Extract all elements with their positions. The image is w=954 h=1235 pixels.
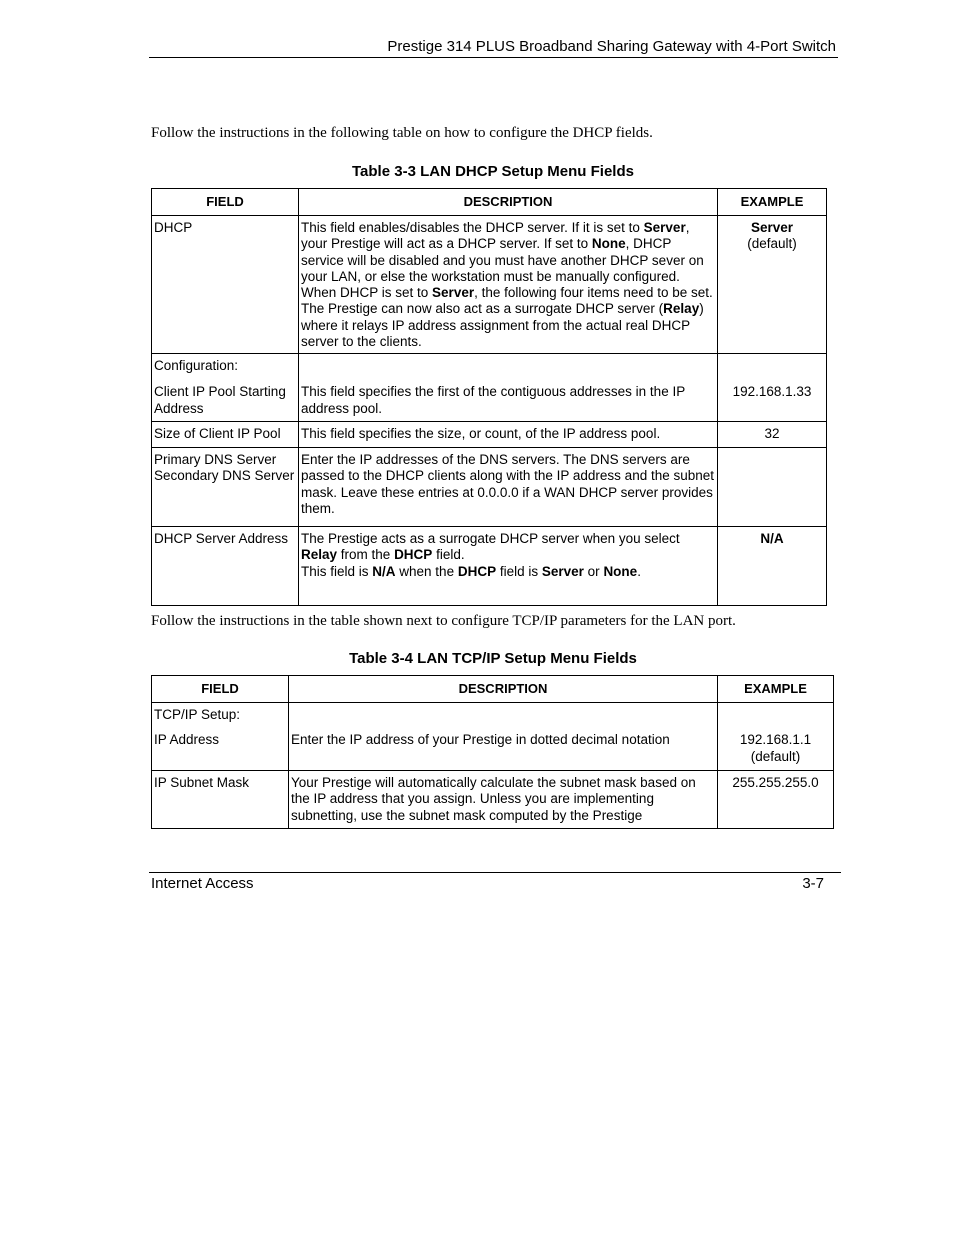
description-cell: This field enables/disables the DHCP server. If it is set to Server, your Prestige will act as a DHCP server. If set to None, DHCP service will be disabled and you must have another DHCP sever on your LAN, or else the workstation must be manually configured. When DHCP is set to Server, the following four items need to be set. The Prestige can now also act as a surrogate DHCP server (Relay) where it relays IP address assignment from the actual real DHCP server to the clients. bbox=[299, 216, 718, 354]
example-value: N/A bbox=[760, 531, 784, 546]
example-cell: 255.255.255.0 bbox=[718, 771, 834, 829]
field-name: Client IP Pool Starting Address bbox=[154, 384, 286, 416]
example-cell bbox=[718, 527, 827, 606]
description-cell: This field specifies the size, or count, of the IP address pool. bbox=[299, 422, 718, 448]
table-row-subnet-mask bbox=[152, 771, 834, 829]
field-name-secondary-dns: Secondary DNS Server bbox=[154, 468, 295, 484]
table-row-client-ip-pool-start bbox=[152, 354, 827, 422]
field-cell bbox=[152, 703, 289, 771]
example-value: 192.168.1.1 bbox=[739, 732, 812, 748]
field-cell: Size of Client IP Pool bbox=[152, 422, 299, 448]
table-row-dhcp-server-address bbox=[152, 527, 827, 606]
example-value: Server bbox=[750, 220, 794, 235]
column-header-example: EXAMPLE bbox=[718, 676, 834, 703]
footer-page-number: 3-7 bbox=[802, 875, 824, 892]
description-cell: Your Prestige will automatically calculate the subnet mask based on the IP address that you assign. Unless you are implementing subnetting, use the subnet mask computed by the Prestige bbox=[289, 771, 718, 829]
field-name: IP Address bbox=[154, 732, 220, 748]
example-cell bbox=[718, 703, 834, 771]
field-cell bbox=[152, 354, 299, 422]
example-cell bbox=[718, 354, 827, 422]
field-cell: DHCP bbox=[152, 216, 299, 354]
field-cell: DHCP Server Address bbox=[152, 527, 299, 606]
table-row-dns-servers bbox=[152, 448, 827, 527]
footer-rule bbox=[149, 872, 841, 873]
dhcp-fields-table bbox=[151, 188, 827, 606]
tcpip-fields-table bbox=[151, 675, 834, 829]
footer-section-title: Internet Access bbox=[151, 875, 254, 892]
table-row-pool-size bbox=[152, 422, 827, 448]
column-header-description: DESCRIPTION bbox=[289, 676, 718, 703]
example-value: 192.168.1.33 bbox=[732, 384, 812, 400]
example-cell bbox=[718, 448, 827, 527]
field-cell: IP Subnet Mask bbox=[152, 771, 289, 829]
example-note: (default) bbox=[750, 748, 801, 764]
intro-paragraph-dhcp: Follow the instructions in the following table on how to configure the DHCP fields. bbox=[151, 125, 653, 141]
example-cell bbox=[718, 216, 827, 354]
field-cell bbox=[152, 448, 299, 527]
example-note: (default) bbox=[747, 236, 797, 252]
field-group-label: TCP/IP Setup: bbox=[154, 707, 241, 722]
table-header-row bbox=[152, 676, 834, 703]
field-name-primary-dns: Primary DNS Server bbox=[154, 452, 277, 467]
table-header-row bbox=[152, 189, 827, 216]
field-group-label: Configuration: bbox=[154, 358, 239, 373]
intro-paragraph-tcpip: Follow the instructions in the table shown next to configure TCP/IP parameters for the LAN port. bbox=[151, 613, 736, 629]
column-header-field: FIELD bbox=[152, 189, 299, 216]
description-cell bbox=[299, 527, 718, 606]
column-header-example: EXAMPLE bbox=[718, 189, 827, 216]
table-row-dhcp bbox=[152, 216, 827, 354]
column-header-description: DESCRIPTION bbox=[299, 189, 718, 216]
table-row-ip-address bbox=[152, 703, 834, 771]
table-caption-dhcp: Table 3-3 LAN DHCP Setup Menu Fields bbox=[352, 163, 634, 180]
description-line: The Prestige acts as a surrogate DHCP server when you select Relay from the DHCP field. bbox=[301, 531, 680, 563]
example-cell: 32 bbox=[718, 422, 827, 448]
description-cell bbox=[299, 354, 718, 422]
page-header-title: Prestige 314 PLUS Broadband Sharing Gateway with 4-Port Switch bbox=[387, 38, 836, 55]
description-cell bbox=[289, 703, 718, 771]
description-text: This field specifies the first of the contiguous addresses in the IP address pool. bbox=[301, 384, 685, 416]
description-text: Enter the IP address of your Prestige in dotted decimal notation bbox=[291, 732, 670, 748]
column-header-field: FIELD bbox=[152, 676, 289, 703]
description-line: This field is N/A when the DHCP field is Server or None. bbox=[301, 563, 641, 579]
header-rule bbox=[149, 57, 838, 58]
description-cell: Enter the IP addresses of the DNS servers. The DNS servers are passed to the DHCP clients along with the IP address and the subnet mask. Leave these entries at 0.0.0.0 if a WAN DHCP server provides them. bbox=[299, 448, 718, 527]
table-caption-tcpip: Table 3-4 LAN TCP/IP Setup Menu Fields bbox=[349, 650, 637, 667]
